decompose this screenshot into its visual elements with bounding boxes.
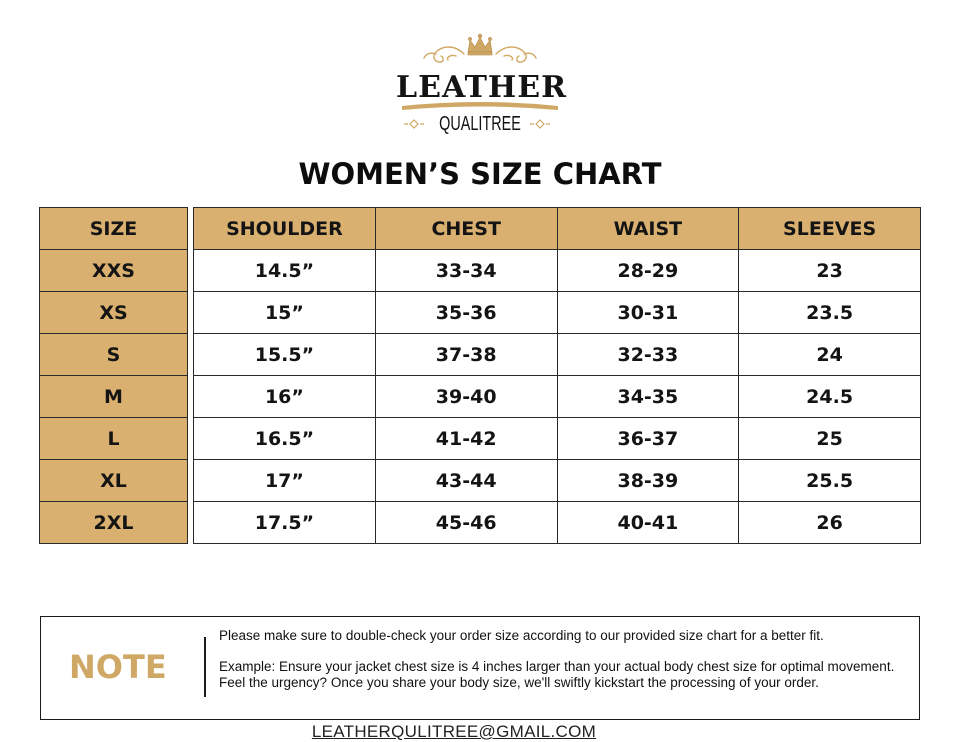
size-row: [40, 292, 188, 334]
header-sleeves: SLEEVES: [739, 208, 921, 250]
size-header-row: [40, 208, 188, 250]
size-column-table: [39, 207, 188, 544]
size-row: [40, 250, 188, 292]
sleeves-cell: 24: [739, 334, 921, 376]
page-title: WOMEN’S SIZE CHART: [298, 157, 662, 191]
size-cell: L: [40, 418, 188, 460]
sleeves-cell: 24.5: [739, 376, 921, 418]
waist-cell: 36-37: [557, 418, 739, 460]
size-header: SIZE: [40, 208, 188, 250]
waist-cell: 40-41: [557, 502, 739, 544]
table-row: [194, 250, 921, 292]
measurements-header-row: [194, 208, 921, 250]
chest-cell: 35-36: [375, 292, 557, 334]
shoulder-cell: 15”: [194, 292, 376, 334]
header-shoulder: SHOULDER: [194, 208, 376, 250]
size-row: [40, 418, 188, 460]
waist-cell: 34-35: [557, 376, 739, 418]
table-row: [194, 292, 921, 334]
brand-logo: [396, 32, 568, 142]
swirl-right-icon: [496, 47, 536, 62]
chest-cell: 33-34: [375, 250, 557, 292]
note-label: NOTE: [69, 648, 167, 686]
size-cell: XXS: [40, 250, 188, 292]
waist-cell: 32-33: [557, 334, 739, 376]
chest-cell: 37-38: [375, 334, 557, 376]
chest-cell: 39-40: [375, 376, 557, 418]
size-row: [40, 502, 188, 544]
size-row: [40, 460, 188, 502]
chest-cell: 43-44: [375, 460, 557, 502]
table-row: [194, 334, 921, 376]
measurements-table: [193, 207, 921, 544]
contact-email-link[interactable]: LEATHERQULITREE@GMAIL.COM: [311, 722, 597, 741]
size-cell: S: [40, 334, 188, 376]
size-cell: M: [40, 376, 188, 418]
brand-name-top: LEATHER: [396, 70, 568, 105]
shoulder-cell: 15.5”: [194, 334, 376, 376]
header-chest: CHEST: [375, 208, 557, 250]
chest-cell: 41-42: [375, 418, 557, 460]
shoulder-cell: 16”: [194, 376, 376, 418]
note-text-primary: Please make sure to double-check your order size according to our provided size chart for a better fit.: [219, 628, 824, 643]
waist-cell: 38-39: [557, 460, 739, 502]
chest-cell: 45-46: [375, 502, 557, 544]
size-cell: 2XL: [40, 502, 188, 544]
crown-icon: [468, 34, 492, 55]
size-row: [40, 334, 188, 376]
shoulder-cell: 14.5”: [194, 250, 376, 292]
note-divider: [204, 637, 206, 697]
sleeves-cell: 23: [739, 250, 921, 292]
table-row: [194, 502, 921, 544]
size-row: [40, 376, 188, 418]
note-box: [40, 616, 920, 720]
size-cell: XS: [40, 292, 188, 334]
sleeves-cell: 26: [739, 502, 921, 544]
note-text-example: Example: Ensure your jacket chest size is 4 inches larger than your actual body chest size for optimal movement. Feel the urgency? Once you share your body size, we'll swiftly kickstart the processing of your order.: [219, 659, 895, 690]
sleeves-cell: 23.5: [739, 292, 921, 334]
header-waist: WAIST: [557, 208, 739, 250]
shoulder-cell: 16.5”: [194, 418, 376, 460]
table-row: [194, 418, 921, 460]
shoulder-cell: 17”: [194, 460, 376, 502]
sleeves-cell: 25.5: [739, 460, 921, 502]
sleeves-cell: 25: [739, 418, 921, 460]
table-row: [194, 460, 921, 502]
waist-cell: 28-29: [557, 250, 739, 292]
size-cell: XL: [40, 460, 188, 502]
brand-name-bottom: QUALITREE: [439, 113, 521, 135]
shoulder-cell: 17.5”: [194, 502, 376, 544]
table-row: [194, 376, 921, 418]
waist-cell: 30-31: [557, 292, 739, 334]
swirl-left-icon: [424, 47, 464, 62]
